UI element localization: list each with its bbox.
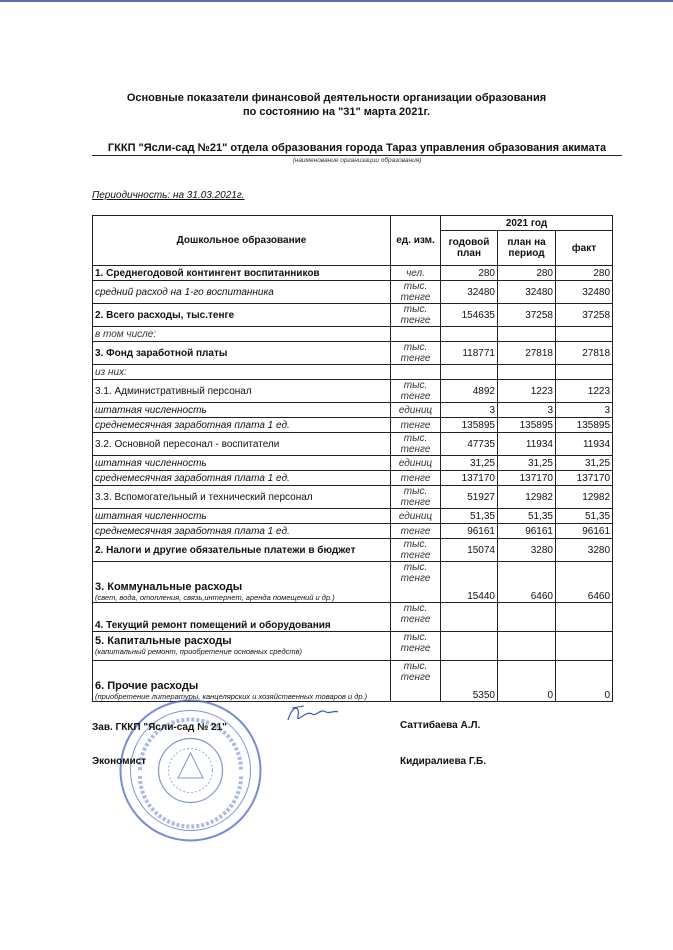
row-fact: 135895 bbox=[556, 418, 613, 433]
row-period bbox=[498, 632, 556, 661]
row-fact: 11934 bbox=[556, 433, 613, 456]
row-plan: 118771 bbox=[441, 342, 498, 365]
row-unit: тыс. тенге bbox=[391, 603, 441, 632]
row-unit: тенге bbox=[391, 524, 441, 539]
row-period: 11934 bbox=[498, 433, 556, 456]
signature bbox=[282, 700, 342, 730]
table-row bbox=[93, 524, 613, 539]
row-fact: 3280 bbox=[556, 539, 613, 562]
director-name: Саттибаева А.Л. bbox=[400, 720, 481, 731]
row-period: 37258 bbox=[498, 304, 556, 327]
row-unit: единиц bbox=[391, 456, 441, 471]
row-plan: 3 bbox=[441, 403, 498, 418]
row-unit: тыс. тенге bbox=[391, 380, 441, 403]
row-period bbox=[498, 603, 556, 632]
row-label: 6. Прочие расходы bbox=[95, 680, 199, 692]
row-period: 32480 bbox=[498, 281, 556, 304]
empty-cell bbox=[391, 327, 441, 342]
table-row bbox=[93, 562, 613, 603]
row-unit: чел. bbox=[391, 266, 441, 281]
row-period: 96161 bbox=[498, 524, 556, 539]
report-title-line2: по состоянию на "31" марта 2021г. bbox=[242, 106, 431, 118]
row-period: 0 bbox=[498, 661, 556, 702]
row-period: 280 bbox=[498, 266, 556, 281]
economist-role: Экономист bbox=[92, 756, 147, 767]
row-unit: тыс. тенге bbox=[391, 632, 441, 661]
row-label: 5. Капитальные расходы bbox=[95, 635, 232, 647]
economist-name: Кидиралиева Г.Б. bbox=[400, 756, 486, 767]
row-label: штатная численность bbox=[93, 403, 391, 418]
table-row bbox=[93, 632, 613, 661]
table-row bbox=[93, 509, 613, 524]
row-fact: 137170 bbox=[556, 471, 613, 486]
row-label: в том числе: bbox=[93, 327, 391, 342]
table-header-row bbox=[93, 216, 613, 231]
row-plan: 15074 bbox=[441, 539, 498, 562]
row-period: 1223 bbox=[498, 380, 556, 403]
row-period: 12982 bbox=[498, 486, 556, 509]
table-row bbox=[93, 603, 613, 632]
table-row bbox=[93, 365, 613, 380]
official-stamp bbox=[118, 698, 263, 843]
row-period: 3280 bbox=[498, 539, 556, 562]
empty-cell bbox=[498, 327, 556, 342]
row-plan: 31,25 bbox=[441, 456, 498, 471]
header-fact: факт bbox=[556, 231, 613, 266]
row-plan: 280 bbox=[441, 266, 498, 281]
empty-cell bbox=[441, 327, 498, 342]
periodicity: Периодичность: на 31.03.2021г. bbox=[92, 190, 245, 201]
row-note: (свет, вода, отопления, связь,интернет, аренда помещений и др.) bbox=[95, 593, 335, 602]
row-fact: 0 bbox=[556, 661, 613, 702]
row-unit: тенге bbox=[391, 418, 441, 433]
top-border bbox=[0, 0, 673, 2]
row-unit: тыс. тенге bbox=[391, 433, 441, 456]
row-fact: 6460 bbox=[556, 562, 613, 603]
empty-cell bbox=[556, 327, 613, 342]
table-row bbox=[93, 304, 613, 327]
table-row bbox=[93, 281, 613, 304]
row-plan: 5350 bbox=[441, 661, 498, 702]
row-plan bbox=[441, 632, 498, 661]
row-label: 3. Фонд заработной платы bbox=[93, 342, 391, 365]
row-fact: 32480 bbox=[556, 281, 613, 304]
row-plan bbox=[441, 603, 498, 632]
row-period: 27818 bbox=[498, 342, 556, 365]
row-plan: 4892 bbox=[441, 380, 498, 403]
row-fact: 12982 bbox=[556, 486, 613, 509]
table-row bbox=[93, 539, 613, 562]
director-role: Зав. ГККП "Ясли-сад № 21" bbox=[92, 722, 227, 733]
row-plan: 51927 bbox=[441, 486, 498, 509]
row-plan: 154635 bbox=[441, 304, 498, 327]
empty-cell bbox=[391, 365, 441, 380]
table-row bbox=[93, 403, 613, 418]
row-unit: тенге bbox=[391, 471, 441, 486]
row-label: 2. Налоги и другие обязательные платежи в бюджет bbox=[93, 539, 391, 562]
report-title-line1: Основные показатели финансовой деятельности организации образования bbox=[126, 92, 547, 104]
row-unit: тыс. тенге bbox=[391, 562, 441, 603]
empty-cell bbox=[556, 365, 613, 380]
row-fact bbox=[556, 603, 613, 632]
table-row bbox=[93, 471, 613, 486]
row-label: из них: bbox=[93, 365, 391, 380]
row-fact: 31,25 bbox=[556, 456, 613, 471]
row-label: 3. Коммунальные расходы bbox=[95, 581, 243, 593]
row-label: 4. Текущий ремонт помещений и оборудования bbox=[93, 603, 391, 632]
table-row bbox=[93, 266, 613, 281]
row-note: (приобретение литературы, канцелярских и хозяйственных товаров и др.) bbox=[95, 692, 368, 701]
row-unit: тыс. тенге bbox=[391, 661, 441, 702]
row-note: (капитальный ремонт, приобретение основных средств) bbox=[95, 647, 303, 656]
table-row bbox=[93, 418, 613, 433]
row-plan: 15440 bbox=[441, 562, 498, 603]
row-label: 1. Среднегодовой контингент воспитанников bbox=[93, 266, 391, 281]
row-label: 2. Всего расходы, тыс.тенге bbox=[93, 304, 391, 327]
organization-name: ГККП "Ясли-сад №21" отдела образования города Тараз управления образования акимата bbox=[92, 142, 622, 156]
row-fact: 96161 bbox=[556, 524, 613, 539]
empty-cell bbox=[441, 365, 498, 380]
table-row bbox=[93, 342, 613, 365]
row-label: среднемесячная заработная плата 1 ед. bbox=[93, 418, 391, 433]
row-period: 6460 bbox=[498, 562, 556, 603]
table-row bbox=[93, 380, 613, 403]
organization-note: (наименование организации образования) bbox=[292, 157, 422, 164]
row-period: 137170 bbox=[498, 471, 556, 486]
row-label: средний расход на 1-го воспитанника bbox=[93, 281, 391, 304]
row-plan: 135895 bbox=[441, 418, 498, 433]
row-label-cell bbox=[93, 562, 391, 603]
header-unit: ед. изм. bbox=[391, 216, 441, 266]
table-row bbox=[93, 661, 613, 702]
row-fact: 1223 bbox=[556, 380, 613, 403]
row-fact: 27818 bbox=[556, 342, 613, 365]
table-row bbox=[93, 456, 613, 471]
row-label: 3.1. Административный персонал bbox=[93, 380, 391, 403]
row-unit: тыс. тенге bbox=[391, 486, 441, 509]
row-period: 51,35 bbox=[498, 509, 556, 524]
table-row bbox=[93, 486, 613, 509]
row-period: 31,25 bbox=[498, 456, 556, 471]
row-plan: 47735 bbox=[441, 433, 498, 456]
row-unit: тыс. тенге bbox=[391, 342, 441, 365]
row-label: среднемесячная заработная плата 1 ед. bbox=[93, 471, 391, 486]
empty-cell bbox=[498, 365, 556, 380]
row-plan: 96161 bbox=[441, 524, 498, 539]
header-period-plan: план на период bbox=[498, 231, 556, 266]
row-label: среднемесячная заработная плата 1 ед. bbox=[93, 524, 391, 539]
row-label: 3.2. Основной пересонал - воспитатели bbox=[93, 433, 391, 456]
row-label: штатная численность bbox=[93, 456, 391, 471]
row-unit: тыс. тенге bbox=[391, 281, 441, 304]
row-label: 3.3. Вспомогательный и технический персонал bbox=[93, 486, 391, 509]
row-plan: 51,35 bbox=[441, 509, 498, 524]
row-plan: 32480 bbox=[441, 281, 498, 304]
row-label: штатная численность bbox=[93, 509, 391, 524]
row-unit: тыс. тенге bbox=[391, 539, 441, 562]
row-unit: единиц bbox=[391, 509, 441, 524]
row-plan: 137170 bbox=[441, 471, 498, 486]
row-fact: 280 bbox=[556, 266, 613, 281]
row-period: 135895 bbox=[498, 418, 556, 433]
table-row bbox=[93, 433, 613, 456]
header-section: Дошкольное образование bbox=[93, 216, 391, 266]
row-label-cell bbox=[93, 661, 391, 702]
row-fact: 51,35 bbox=[556, 509, 613, 524]
financial-table bbox=[92, 215, 613, 702]
row-fact: 37258 bbox=[556, 304, 613, 327]
row-fact: 3 bbox=[556, 403, 613, 418]
row-fact bbox=[556, 632, 613, 661]
row-unit: единиц bbox=[391, 403, 441, 418]
header-year: 2021 год bbox=[441, 216, 613, 231]
table-row bbox=[93, 327, 613, 342]
row-label-cell bbox=[93, 632, 391, 661]
row-period: 3 bbox=[498, 403, 556, 418]
row-unit: тыс. тенге bbox=[391, 304, 441, 327]
header-annual-plan: годовой план bbox=[441, 231, 498, 266]
